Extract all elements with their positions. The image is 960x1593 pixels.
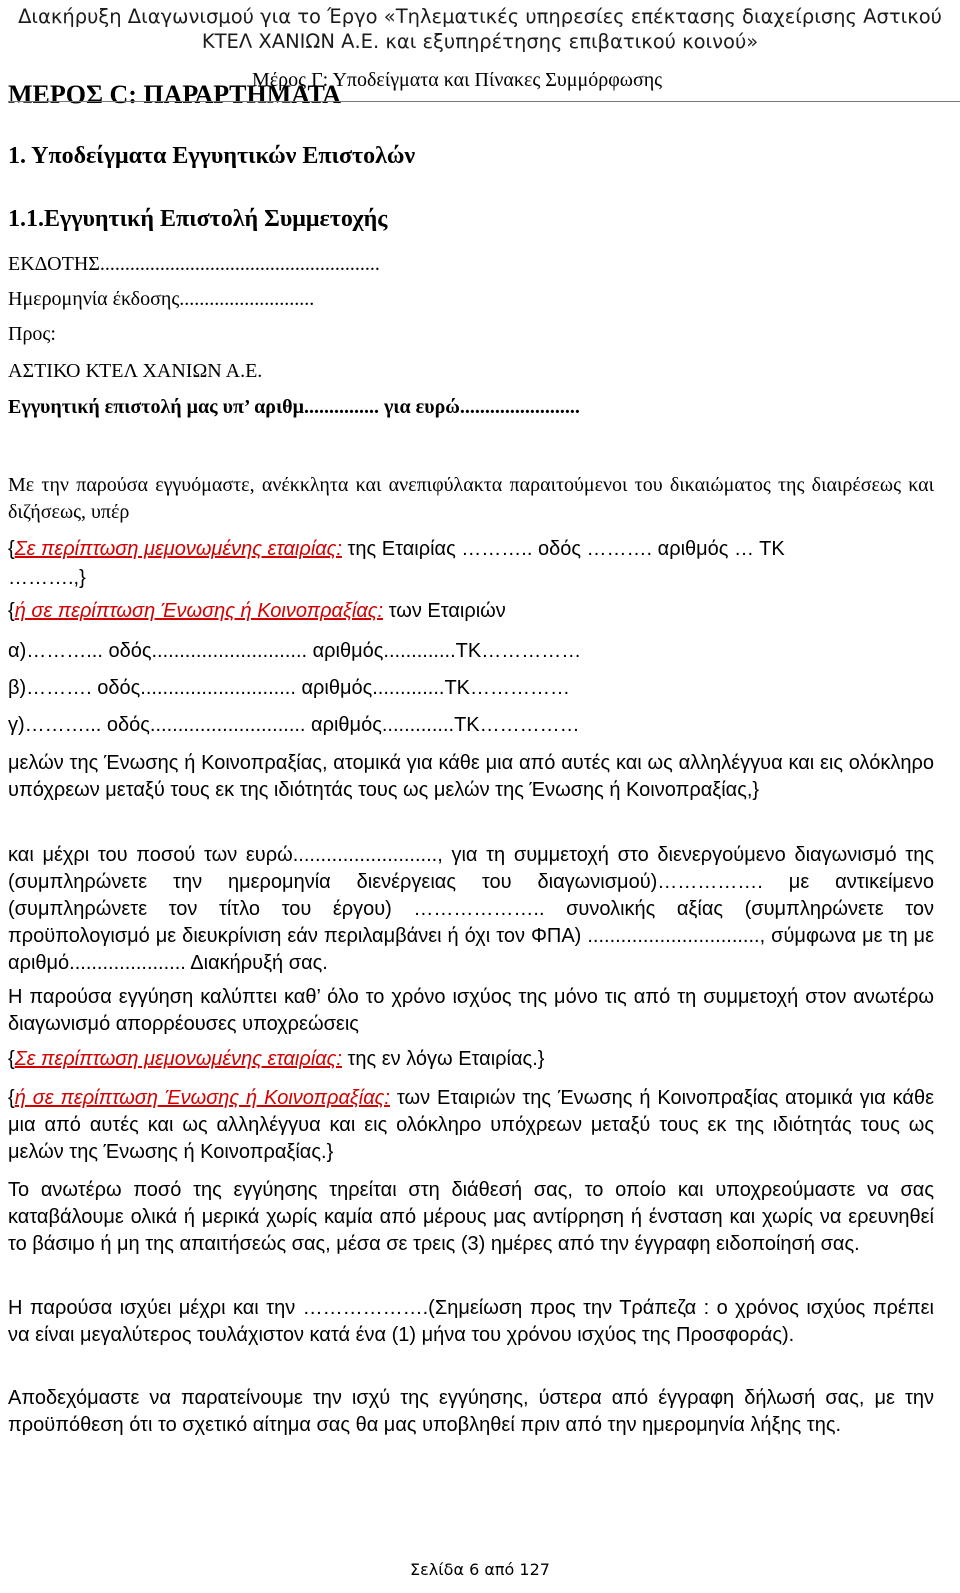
header-line-1: Διακήρυξη Διαγωνισμού για το Έργο «Τηλεματικές υπηρεσίες επέκτασης διαχείρισης Αστικού <box>18 5 942 28</box>
joint-venture-label: ή σε περίπτωση Ένωσης ή Κοινοπραξίας: <box>14 600 384 622</box>
extension-paragraph: Αποδεχόμαστε να παρατείνουμε την ισχύ της εγγύησης, ύστερα από έγγραφη δήλωσή σας, με την προϋπόθεση ότι το σχετικό αίτημα σας θα μας υποβληθεί πριν από την ημερομηνία λήξης της. <box>8 1387 934 1436</box>
coverage-joint-clause: {ή σε περίπτωση Ένωσης ή Κοινοπραξίας: των Εταιριών της Ένωσης ή Κοινοπραξίας ατομικά για κάθε μια από αυτές και ως αλληλέγγυα και εις ολόκληρο υπόχρεων μεταξύ τους εκ της ιδιότητάς τους ως μελών της Ένωσης ή Κοινοπραξίας.} <box>8 1087 934 1163</box>
members-paragraph: μελών της Ένωσης ή Κοινοπραξίας, ατομικά για κάθε μια από αυτές και ως αλληλέγγυα και εις ολόκληρο υπόχρεων μεταξύ τους εκ της ιδιότητάς τους ως μελών της Ένωσης ή Κοινοπραξίας,} <box>8 752 934 801</box>
issue-date-line: Ημερομηνία έκδοσης........................... <box>8 288 315 310</box>
coverage-single-clause: {Σε περίπτωση μεμονωμένης εταιρίας: της εν λόγω Εταιρίας.} <box>8 1048 545 1070</box>
part-subtitle: Μέρος Γ: Υποδείγματα και Πίνακες Συμμόρφωσης <box>252 69 663 91</box>
coverage-single-label: Σε περίπτωση μεμονωμένης εταιρίας: <box>14 1048 342 1070</box>
member-b-line: β)………. οδός............................ αριθμός.............ΤΚ…………… <box>8 677 571 699</box>
section-heading-1: 1. Υποδείγματα Εγγυητικών Επιστολών <box>8 143 416 169</box>
page-number: Σελίδα 6 από 127 <box>410 1560 550 1579</box>
header-divider <box>8 101 960 102</box>
guarantee-number-line: Εγγυητική επιστολή μας υπ’ αριθμ............... για ευρώ........................ <box>8 396 580 418</box>
to-label: Προς: <box>8 323 56 345</box>
single-company-clause-end: ……….,} <box>8 567 86 589</box>
issuer-line: ΕΚΔΟΤΗΣ........................................................ <box>8 253 380 275</box>
single-company-clause: {Σε περίπτωση μεμονωμένης εταιρίας: της Εταιρίας ……….. οδός ………. αριθμός … ΤΚ <box>8 538 785 560</box>
member-a-line: α)………... οδός............................ αριθμός.............ΤΚ…………… <box>8 640 582 662</box>
coverage-joint-label: ή σε περίπτωση Ένωσης ή Κοινοπραξίας: <box>14 1087 390 1109</box>
coverage-paragraph: Η παρούσα εγγύηση καλύπτει καθ’ όλο το χρόνο ισχύος της μόνο τις από τη συμμετοχή στον ανωτέρω διαγωνισμό απορρέουσες υποχρεώσεις <box>8 986 934 1035</box>
amount-paragraph: και μέχρι του ποσού των ευρώ.........................., για τη συμμετοχή στο διενεργούμενο διαγωνισμό της (συμπληρώνετε την ημερομηνία διενέργειας του διαγωνισμού)……………. με αντικείμενο (συμπληρώνετε τον τίτλο του έργου) ……………….. συνολικής αξίας (συμπληρώνετε τον προϋπολογισμό με διευκρίνιση εάν περιλαμβάνει ή όχι τον ΦΠΑ) ..............................., σύμφωνα με τη με αριθμό..................... Διακήρυξή σας. <box>8 844 934 974</box>
section-heading-1-1: 1.1.Εγγυητική Επιστολή Συμμετοχής <box>8 206 388 232</box>
member-c-line: γ)………... οδός............................ αριθμός.............ΤΚ…………… <box>8 714 580 736</box>
header-line-2: ΚΤΕΛ ΧΑΝΙΩΝ Α.Ε. και εξυπηρέτησης επιβατικού κοινού» <box>201 30 759 53</box>
intro-paragraph: Με την παρούσα εγγυόμαστε, ανέκκλητα και ανεπιφύλακτα παραιτούμενοι του δικαιώματος της διαιρέσεως και διζήσεως, υπέρ <box>8 474 934 523</box>
single-company-label: Σε περίπτωση μεμονωμένης εταιρίας: <box>14 538 342 560</box>
joint-venture-clause: {ή σε περίπτωση Ένωσης ή Κοινοπραξίας: των Εταιριών <box>8 600 506 622</box>
part-title: ΜΕΡΟΣ C: ΠΑΡΑΡΤΗΜΑΤΑ <box>8 80 342 109</box>
recipient-line: ΑΣΤΙΚΟ ΚΤΕΛ ΧΑΝΙΩΝ Α.Ε. <box>8 360 263 382</box>
validity-paragraph: Η παρούσα ισχύει μέχρι και την ……………….(Σημείωση προς την Τράπεζα : ο χρόνος ισχύος πρέπει να είναι μεγαλύτερος τουλάχιστον κατά ένα (1) μήνα του χρόνου ισχύος της Προσφοράς). <box>8 1297 934 1346</box>
payment-paragraph: Το ανωτέρω ποσό της εγγύησης τηρείται στη διάθεσή σας, το οποίο και υποχρεούμαστε να σας καταβάλουμε ολικά ή μερικά χωρίς καμία από μέρους μας αντίρρηση ή ένσταση και χωρίς να ερευνηθεί το βάσιμο ή μη της απαιτήσεώς σας, μέσα σε τρεις (3) ημέρες από την έγγραφη ειδοποίησή σας. <box>8 1179 934 1255</box>
